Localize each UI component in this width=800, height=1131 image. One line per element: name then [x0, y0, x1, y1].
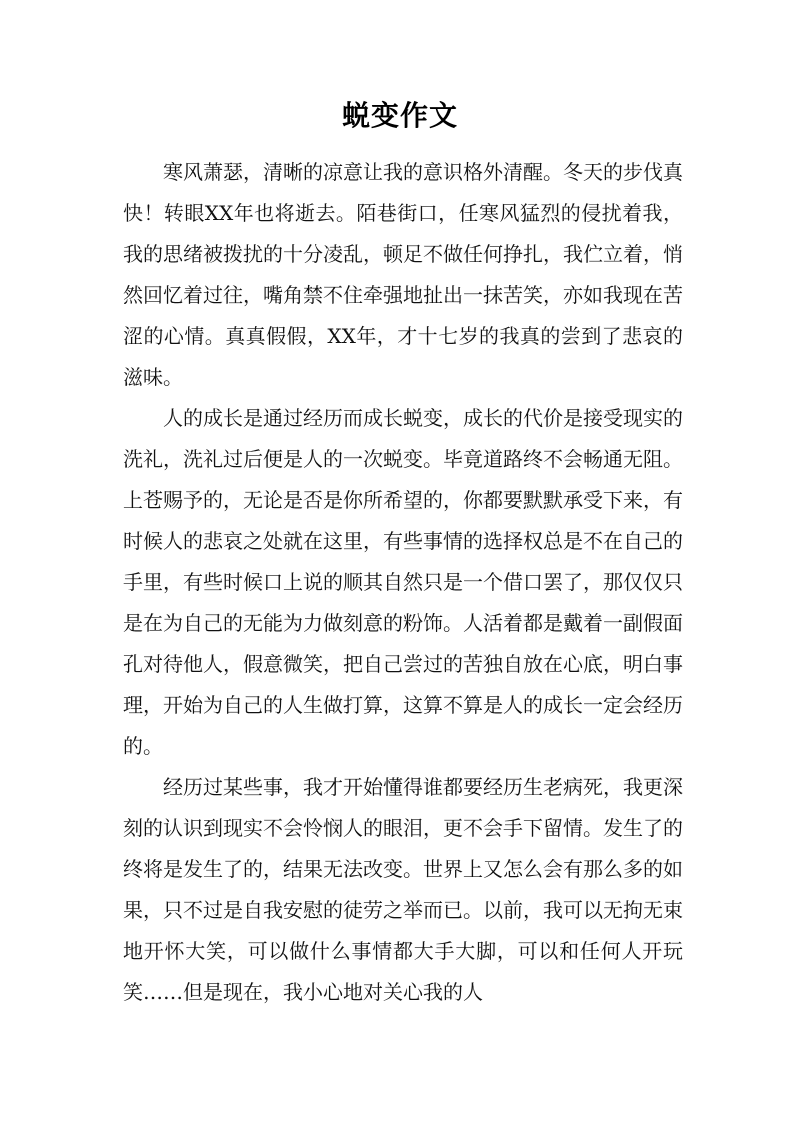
- document-title: 蜕变作文: [341, 99, 458, 132]
- paragraph-2: 人的成长是通过经历而成长蜕变，成长的代价是接受现实的洗礼，洗礼过后便是人的一次蜕变。毕竟道路终不会畅通无阻。上苍赐予的，无论是否是你所希望的，你都要默默承受下来，有时候人的悲哀之处就在这里，有些事情的选择权总是不在自己的手里，有些时候口上说的顺其自然只是一个借口罢了，那仅仅只是在为自己的无能为力做刻意的粉饰。人活着都是戴着一副假面孔对待他人，假意微笑，把自己尝过的苦独自放在心底，明白事理，开始为自己的人生做打算，这算不算是人的成长一定会经历的。: [123, 406, 683, 758]
- document-body: [123, 152, 683, 1013]
- paragraph-3: 经历过某些事，我才开始懂得谁都要经历生老病死，我更深刻的认识到现实不会怜悯人的眼泪，更不会手下留情。发生了的终将是发生了的，结果无法改变。世界上又怎么会有那么多的如果，只不过是自我安慰的徒劳之举而已。以前，我可以无拘无束地开怀大笑，可以做什么事情都大手大脚，可以和任何人开玩笑……但是现在，我小心地对关心我的人: [123, 775, 683, 1004]
- paragraph-1: 寒风萧瑟，清晰的凉意让我的意识格外清醒。冬天的步伐真快！转眼XX年也将逝去。陌巷街口，任寒风猛烈的侵扰着我，我的思绪被拨扰的十分凌乱，顿足不做任何挣扎，我伫立着，悄然回忆着过往，嘴角禁不住牵强地扯出一抹苦笑，亦如我现在苦涩的心情。真真假假，XX年，才十七岁的我真的尝到了悲哀的滋味。: [123, 160, 683, 389]
